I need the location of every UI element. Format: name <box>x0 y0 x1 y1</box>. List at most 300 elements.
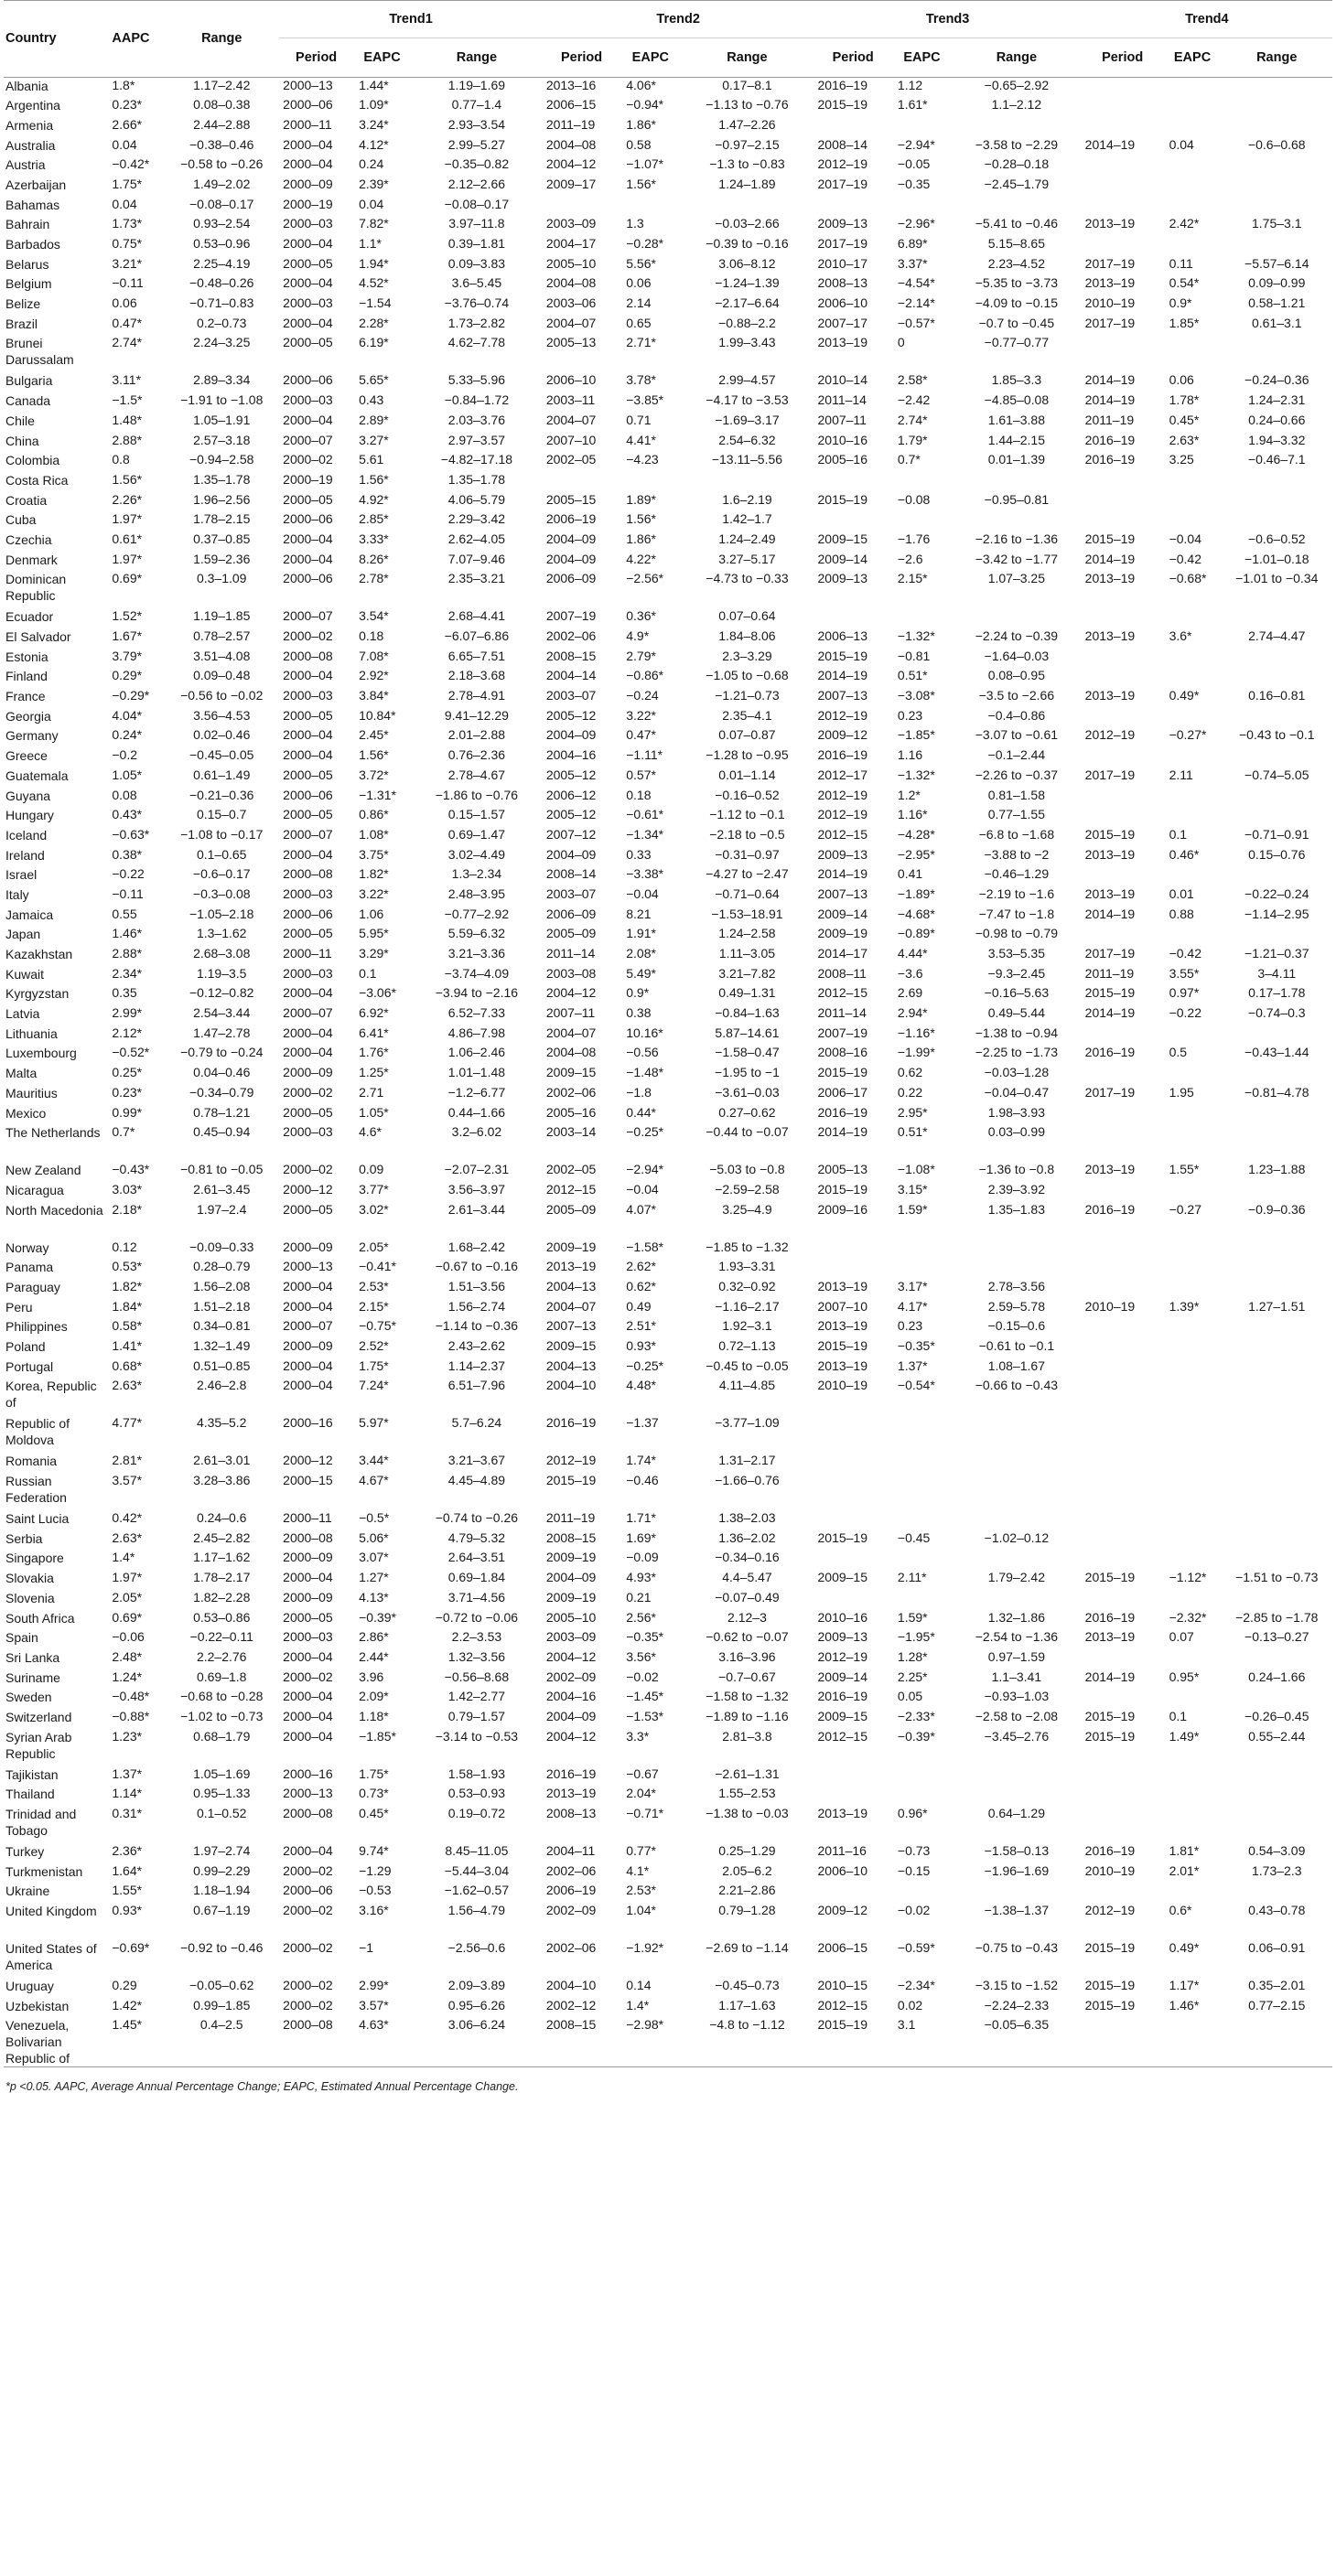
cell-trend3-eapc: 0.23 <box>897 1318 923 1334</box>
table-row <box>4 1649 1332 1669</box>
cell-trend3-period: 2010–19 <box>817 1378 868 1393</box>
header-period: Period <box>1082 38 1164 78</box>
cell-trend2-eapc: −0.09 <box>626 1550 659 1565</box>
cell-country: Mauritius <box>5 1085 58 1100</box>
cell-trend1-eapc: 5.06* <box>359 1530 389 1545</box>
cell-trend4-eapc: 0.1 <box>1169 1708 1188 1723</box>
cell-trend2-period: 2004–08 <box>545 275 597 291</box>
table-row <box>4 1998 1332 2018</box>
cell-trend3-eapc: 1.59* <box>897 1609 928 1625</box>
cell-trend2-range: −5.03 to −0.8 <box>709 1162 785 1177</box>
cell-trend3-period: 2014–19 <box>817 866 868 882</box>
cell-range: 0.78–2.57 <box>193 628 251 643</box>
cell-trend4-period <box>1082 1124 1164 1162</box>
cell-trend4-range: −1.21–0.37 <box>1244 946 1309 961</box>
cell-aapc: 1.45* <box>106 2017 164 2067</box>
cell-trend1-eapc: −3.06* <box>359 985 396 1001</box>
cell-trend3-range <box>952 1510 1082 1530</box>
cell-trend2-eapc: 0.62* <box>626 1278 656 1293</box>
cell-trend1-range: −4.82–17.18 <box>440 452 513 467</box>
cell-trend2-eapc: 4.22* <box>626 551 656 566</box>
cell-trend3-period: 2016–19 <box>817 78 868 92</box>
table-footnote: *p <0.05. AAPC, Average Annual Percentage Change; EAPC, Estimated Annual Percentage Change. <box>5 2080 519 2094</box>
table-row <box>4 827 1332 847</box>
cell-trend3-eapc: −2.94* <box>897 136 935 152</box>
cell-aapc: 0.53* <box>112 1259 143 1274</box>
cell-trend4-range: 0.77–2.15 <box>1248 1997 1306 2012</box>
cell-trend1-range: −1.62–0.57 <box>444 1883 510 1898</box>
cell-trend4-period: 2014–19 <box>1084 392 1136 408</box>
cell-trend3-period: 2015–19 <box>817 97 868 113</box>
cell-trend4-eapc <box>1164 1240 1222 1260</box>
cell-trend4-range <box>1222 78 1333 98</box>
cell-trend4-eapc: 0.01 <box>1169 886 1194 901</box>
cell-trend2-range: 2.54–6.32 <box>718 432 776 447</box>
cell-trend1-eapc: 3.77* <box>359 1181 389 1197</box>
cell-aapc: 2.26* <box>112 491 143 507</box>
cell-trend2-period: 2004–12 <box>545 156 597 172</box>
cell-trend4-range <box>1222 1550 1333 1570</box>
cell-trend3-eapc: 0.51* <box>897 668 928 683</box>
cell-trend4-eapc: −0.04 <box>1169 531 1202 546</box>
cell-trend3-period: 2012–19 <box>817 1648 868 1664</box>
cell-trend1-eapc: 3.07* <box>359 1550 389 1565</box>
cell-trend2-range: −0.62 to −0.07 <box>706 1629 789 1645</box>
cell-trend4-period <box>1082 1510 1164 1530</box>
cell-trend4-period: 2014–19 <box>1084 1669 1136 1684</box>
cell-trend4-range: −0.46–7.1 <box>1247 452 1306 467</box>
cell-trend2-period: 2004–09 <box>545 727 597 743</box>
cell-trend4-eapc: 2.63* <box>1169 432 1200 447</box>
cell-trend3-range: −1.96–1.69 <box>984 1862 1050 1878</box>
cell-trend4-eapc: 3.6* <box>1169 628 1192 643</box>
cell-trend2-period: 2006–12 <box>545 787 597 802</box>
cell-trend1-period: 2000–06 <box>283 906 333 921</box>
table-row <box>4 1570 1332 1590</box>
cell-trend2-range: 0.07–0.87 <box>718 727 776 743</box>
header-eapc: EAPC <box>892 38 952 78</box>
cell-trend4-period: 2013–19 <box>1084 216 1136 231</box>
cell-trend4-eapc <box>1164 1338 1222 1358</box>
table-row <box>4 1025 1332 1046</box>
cell-trend1-eapc: 4.92* <box>359 491 389 507</box>
cell-trend4-eapc <box>1164 117 1222 137</box>
cell-trend3-range: 0.01–1.39 <box>987 452 1046 467</box>
cell-trend2-range: 0.32–0.92 <box>718 1278 776 1293</box>
table-row <box>4 767 1332 788</box>
cell-trend2-range: 2.3–3.29 <box>722 648 772 663</box>
cell-trend1-period: 2000–07 <box>283 1005 333 1021</box>
cell-trend2-range: 3.25–4.9 <box>722 1201 772 1217</box>
cell-trend3-range <box>952 1786 1082 1806</box>
cell-trend1-period: 2000–19 <box>283 471 333 487</box>
cell-trend3-period: 2015–19 <box>817 1530 868 1545</box>
cell-trend2-eapc: −0.94* <box>626 97 664 113</box>
cell-country: Venezuela, Bolivarian Republic of <box>4 2017 106 2067</box>
cell-trend2-period: 2004–11 <box>545 1843 596 1858</box>
cell-range: 1.35–1.78 <box>193 471 251 487</box>
cell-trend1-range: 6.51–7.96 <box>447 1378 506 1393</box>
cell-aapc: 1.48* <box>112 412 143 427</box>
cell-trend2-eapc: 2.56* <box>626 1609 656 1625</box>
cell-trend3-eapc: 1.2* <box>897 787 921 802</box>
cell-trend1-range: 6.65–7.51 <box>447 648 506 663</box>
header-period: Period <box>543 38 620 78</box>
cell-aapc: −0.69* <box>112 1940 150 1956</box>
cell-aapc: 0.7* <box>112 1124 135 1140</box>
cell-aapc: 4.77* <box>112 1415 143 1431</box>
cell-country: Italy <box>5 886 29 902</box>
table-row <box>4 275 1332 295</box>
cell-trend2-eapc: 0.18 <box>626 787 652 802</box>
cell-trend1-range: 1.3–2.34 <box>451 866 502 882</box>
cell-trend2-eapc: 5.56* <box>626 255 656 271</box>
cell-trend4-range: 0.58–1.21 <box>1248 295 1306 311</box>
cell-trend4-eapc <box>1164 1378 1222 1415</box>
cell-trend2-period: 2004–14 <box>545 668 597 683</box>
cell-trend4-eapc: −1.12* <box>1169 1570 1207 1585</box>
cell-trend1-period: 2000–05 <box>283 335 333 350</box>
table-row <box>4 413 1332 433</box>
cell-trend4-eapc <box>1164 1415 1222 1453</box>
cell-trend3-eapc: −0.35* <box>897 1338 935 1353</box>
cell-range: 0.93–2.54 <box>193 216 251 231</box>
cell-range: 0.53–0.96 <box>193 236 251 251</box>
cell-trend2-period <box>543 472 620 492</box>
cell-trend4-range <box>1222 708 1333 728</box>
cell-trend4-eapc: −0.22 <box>1169 1005 1202 1021</box>
cell-range: 1.56–2.08 <box>193 1278 251 1293</box>
cell-trend4-eapc: 0.54* <box>1169 275 1200 291</box>
cell-trend1-period: 2000–11 <box>283 946 332 961</box>
cell-trend3-eapc: −1.16* <box>897 1025 935 1040</box>
cell-trend1-period: 2000–04 <box>283 747 333 763</box>
cell-trend1-eapc: 1.56* <box>359 747 389 763</box>
cell-trend4-range: 0.09–0.99 <box>1248 275 1306 291</box>
cell-trend4-range: −0.71–0.91 <box>1244 826 1309 842</box>
cell-trend4-range: −2.85 to −1.78 <box>1235 1609 1319 1625</box>
cell-trend1-period: 2000–05 <box>283 807 333 822</box>
cell-aapc: 0.06 <box>112 295 137 311</box>
cell-trend3-range: −0.16–5.63 <box>984 985 1050 1001</box>
cell-trend2-period: 2002–06 <box>545 1862 597 1878</box>
table-header <box>4 1 1332 78</box>
cell-trend3-eapc: −0.54* <box>897 1378 935 1393</box>
cell-trend4-range <box>1222 1105 1333 1125</box>
cell-country: Spain <box>5 1630 38 1646</box>
cell-range: 1.78–2.15 <box>193 511 251 527</box>
cell-trend4-range <box>1222 1530 1333 1551</box>
cell-trend4-period: 2015–19 <box>1084 826 1136 842</box>
cell-trend2-period: 2006–09 <box>545 571 597 586</box>
cell-country: Norway <box>5 1240 49 1255</box>
cell-trend2-period: 2003–08 <box>545 965 597 981</box>
cell-trend1-range: 2.61–3.44 <box>447 1201 506 1217</box>
cell-trend1-range: −0.67 to −0.16 <box>435 1259 519 1274</box>
cell-trend2-range: 0.17–8.1 <box>722 78 772 92</box>
cell-trend4-eapc <box>1164 1279 1222 1299</box>
cell-trend2-period: 2013–19 <box>545 1259 597 1274</box>
cell-range: 0.1–0.52 <box>196 1806 247 1820</box>
cell-trend3-eapc: 2.94* <box>897 1005 928 1021</box>
cell-trend3-eapc: −2.42 <box>897 392 931 408</box>
cell-trend4-range <box>1222 649 1333 669</box>
cell-trend2-eapc: 1.86* <box>626 531 656 546</box>
cell-range: −0.79 to −0.24 <box>180 1045 264 1060</box>
cell-aapc: 0.35 <box>112 985 137 1001</box>
cell-aapc: 0.23* <box>112 97 143 113</box>
cell-country: Ukraine <box>5 1884 50 1899</box>
table-row <box>4 552 1332 572</box>
cell-trend4-period: 2015–19 <box>1084 1570 1136 1585</box>
cell-trend4-range: 0.35–2.01 <box>1248 1978 1306 1993</box>
cell-trend2-range: −1.89 to −1.16 <box>706 1708 789 1723</box>
cell-trend4-eapc <box>1164 1786 1222 1806</box>
cell-trend3-period: 2011–16 <box>817 1843 867 1858</box>
cell-trend2-period: 2005–09 <box>545 1201 597 1217</box>
cell-trend2-eapc: 5.49* <box>626 965 656 981</box>
cell-country: Tajikistan <box>5 1766 59 1782</box>
cell-trend4-period <box>1082 236 1164 256</box>
cell-trend4-period: 2013–19 <box>1084 1162 1136 1177</box>
cell-trend1-period: 2000–08 <box>283 1806 333 1820</box>
cell-trend1-eapc: 3.02* <box>359 1201 389 1217</box>
cell-trend4-eapc <box>1164 1806 1222 1843</box>
cell-trend3-period <box>814 511 892 531</box>
cell-trend2-eapc: −3.85* <box>626 392 664 408</box>
cell-trend1-eapc: 8.26* <box>359 551 389 566</box>
cell-trend4-range: −0.24–0.36 <box>1244 372 1309 388</box>
cell-aapc: 2.18* <box>112 1201 143 1217</box>
cell-trend3-range: 0.81–1.58 <box>987 787 1046 802</box>
cell-trend3-range: −0.61 to −0.1 <box>978 1338 1055 1353</box>
cell-trend1-eapc: 1.05* <box>359 1104 389 1120</box>
cell-trend4-eapc <box>1164 1530 1222 1551</box>
cell-country: Malta <box>5 1066 38 1081</box>
cell-aapc: 2.36* <box>112 1843 143 1858</box>
cell-trend3-period <box>814 1883 892 1903</box>
cell-trend1-range: 3.71–4.56 <box>447 1589 506 1605</box>
cell-trend4-eapc: 0.5 <box>1169 1045 1188 1060</box>
header-trend4: Trend4 <box>1082 1 1332 38</box>
cell-aapc: 3.03* <box>112 1181 143 1197</box>
cell-trend2-eapc: 4.41* <box>626 432 656 447</box>
cell-trend2-range: 0.25–1.29 <box>718 1843 776 1858</box>
cell-trend2-range: 2.35–4.1 <box>722 707 772 723</box>
cell-country: Cuba <box>5 512 37 528</box>
cell-range: 1.05–1.69 <box>193 1766 251 1781</box>
cell-trend2-range: 3.06–8.12 <box>718 255 776 271</box>
cell-trend1-range: 1.01–1.48 <box>447 1065 506 1080</box>
cell-trend3-period: 2007–17 <box>817 315 868 330</box>
cell-trend3-range <box>952 117 1082 137</box>
cell-trend1-period: 2000–09 <box>283 1338 333 1353</box>
cell-trend3-range: 2.59–5.78 <box>987 1298 1046 1314</box>
cell-trend3-period: 2009–14 <box>817 906 868 921</box>
cell-trend1-range: 3.06–6.24 <box>411 2017 543 2067</box>
cell-trend1-eapc: 1.09* <box>359 97 389 113</box>
cell-trend4-period: 2014–19 <box>1084 136 1136 152</box>
cell-country: Belize <box>5 296 41 312</box>
cell-trend4-period <box>1082 1649 1164 1669</box>
cell-trend2-eapc: 0.06 <box>626 275 652 291</box>
cell-trend3-range: −1.58–0.13 <box>984 1843 1050 1858</box>
cell-trend3-range: −4.09 to −0.15 <box>975 295 1059 311</box>
cell-trend3-period <box>814 1453 892 1473</box>
trend-table <box>4 0 1332 2067</box>
cell-trend1-range: −0.84–1.72 <box>444 392 510 408</box>
cell-trend2-range: −2.17–6.64 <box>715 295 780 311</box>
cell-trend2-range: 3.27–5.17 <box>718 551 776 566</box>
cell-trend4-range <box>1222 1065 1333 1085</box>
cell-trend3-eapc: 6.89* <box>897 236 928 251</box>
cell-trend2-eapc: 2.51* <box>626 1318 656 1334</box>
cell-country: Portugal <box>5 1358 54 1374</box>
cell-trend1-range: 9.41–12.29 <box>444 707 509 723</box>
cell-country: Hungary <box>5 808 54 823</box>
cell-country: North Macedonia <box>5 1202 103 1218</box>
cell-aapc: 1.55* <box>112 1883 143 1898</box>
table-row <box>4 1709 1332 1729</box>
cell-country: Czechia <box>5 531 52 547</box>
cell-trend1-eapc: 1.94* <box>359 255 389 271</box>
cell-aapc: 2.12* <box>112 1025 143 1040</box>
cell-country: Kyrgyzstan <box>5 986 70 1002</box>
cell-trend3-period: 2013–19 <box>817 335 868 350</box>
cell-trend3-period: 2014–17 <box>817 946 868 961</box>
cell-trend3-range: −0.95–0.81 <box>984 491 1050 507</box>
cell-country: Guyana <box>5 788 51 803</box>
cell-aapc: 0.61* <box>112 531 143 546</box>
cell-trend3-period: 2010–15 <box>817 1978 868 1993</box>
cell-trend3-range: 1.1–2.12 <box>991 97 1042 113</box>
cell-country: Austria <box>5 157 46 173</box>
cell-trend2-period: 2004–12 <box>545 985 597 1001</box>
cell-trend1-period: 2000–02 <box>283 1997 333 2012</box>
cell-country: Turkmenistan <box>5 1863 83 1879</box>
cell-trend3-period: 2006–10 <box>817 295 868 311</box>
cell-trend1-eapc: 6.19* <box>359 335 389 350</box>
cell-trend1-eapc: 3.24* <box>359 116 389 132</box>
cell-range: −0.3–0.08 <box>192 886 251 901</box>
cell-trend4-range: 0.55–2.44 <box>1248 1728 1306 1744</box>
cell-trend2-range: 1.92–3.1 <box>722 1318 772 1334</box>
cell-aapc: 3.21* <box>112 255 143 271</box>
cell-range: 2.25–4.19 <box>193 255 251 271</box>
cell-trend4-period <box>1082 1318 1164 1338</box>
cell-trend2-range: −1.69–3.17 <box>715 412 780 427</box>
cell-trend4-range <box>1222 788 1333 808</box>
cell-trend2-eapc: 1.56* <box>626 511 656 527</box>
cell-trend3-eapc: −2.95* <box>897 846 935 862</box>
cell-trend3-eapc: 3.37* <box>897 255 928 271</box>
cell-trend3-range: −6.8 to −1.68 <box>978 826 1055 842</box>
cell-aapc: −0.11 <box>112 275 144 291</box>
cell-trend2-range: −0.88–2.2 <box>718 315 776 330</box>
cell-trend2-period: 2009–17 <box>545 176 597 191</box>
cell-trend3-eapc: 2.95* <box>897 1104 928 1120</box>
cell-trend2-period: 2004–10 <box>545 1978 597 1993</box>
cell-trend3-range: −2.16 to −1.36 <box>975 531 1059 546</box>
cell-trend1-eapc: 3.54* <box>359 608 389 624</box>
cell-trend4-eapc: 1.85* <box>1169 315 1200 330</box>
cell-trend2-period: 2005–10 <box>545 1609 597 1625</box>
cell-trend1-eapc: 2.39* <box>359 176 389 191</box>
cell-country: Saint Lucia <box>5 1511 70 1527</box>
cell-trend4-period: 2016–19 <box>1084 1609 1136 1625</box>
cell-trend4-range: 0.17–1.78 <box>1248 985 1306 1001</box>
cell-trend4-range: 0.54–3.09 <box>1248 1843 1306 1858</box>
cell-trend1-period: 2000–03 <box>283 216 333 231</box>
cell-range: 0.09–0.48 <box>193 668 251 683</box>
cell-trend2-eapc: −1.48* <box>626 1065 664 1080</box>
cell-trend1-range: 3.6–5.45 <box>451 275 502 291</box>
cell-trend4-range: 1.94–3.32 <box>1248 432 1306 447</box>
cell-country: China <box>5 433 39 448</box>
cell-trend2-eapc: 2.71* <box>626 335 656 350</box>
cell-trend3-period: 2006–15 <box>817 1940 868 1956</box>
cell-trend4-eapc <box>1164 1883 1222 1903</box>
cell-trend4-period <box>1082 511 1164 531</box>
cell-trend4-range <box>1222 1182 1333 1202</box>
cell-trend2-period: 2003–09 <box>545 1629 597 1645</box>
cell-trend2-eapc <box>620 472 680 492</box>
cell-trend1-eapc: 2.44* <box>359 1648 389 1664</box>
cell-trend3-period: 2017–19 <box>817 176 868 191</box>
cell-trend4-eapc <box>1164 747 1222 767</box>
cell-trend1-range: 3.21–3.36 <box>447 946 506 961</box>
cell-trend4-period <box>1082 2017 1164 2067</box>
cell-range: 0.51–0.85 <box>193 1358 251 1373</box>
cell-trend1-eapc: 5.65* <box>359 372 389 388</box>
cell-trend3-eapc: −0.05 <box>897 156 931 172</box>
cell-trend2-eapc: 0.44* <box>626 1104 656 1120</box>
cell-trend2-period: 2004–13 <box>545 1358 597 1373</box>
table-row <box>4 628 1332 649</box>
cell-trend1-range: 4.45–4.89 <box>447 1473 506 1488</box>
cell-aapc: 0.43* <box>112 807 143 822</box>
cell-trend2-period: 2004–17 <box>545 236 597 251</box>
cell-trend1-eapc: −0.53 <box>359 1883 392 1898</box>
cell-trend1-eapc: 1.82* <box>359 866 389 882</box>
cell-trend4-range: 0.06–0.91 <box>1248 1940 1306 1956</box>
cell-country: Slovenia <box>5 1590 55 1605</box>
table-row <box>4 1883 1332 1903</box>
cell-trend1-period: 2000–05 <box>283 491 333 507</box>
cell-range: 2.89–3.34 <box>193 372 251 388</box>
cell-trend2-eapc: 0.9* <box>626 985 650 1001</box>
cell-trend3-eapc <box>892 1766 952 1787</box>
cell-trend3-eapc <box>892 1550 952 1570</box>
cell-trend1-range: 1.42–2.77 <box>447 1689 506 1704</box>
cell-aapc: 0.31* <box>112 1806 143 1820</box>
cell-range: −1.08 to −0.17 <box>180 826 264 842</box>
cell-trend2-period: 2011–19 <box>545 1510 596 1526</box>
cell-trend3-eapc: −2.14* <box>897 295 935 311</box>
cell-trend1-eapc: 1.1* <box>359 236 382 251</box>
cell-trend2-eapc: 1.71* <box>626 1510 656 1526</box>
table-row <box>4 392 1332 413</box>
cell-trend1-eapc: −1.29 <box>359 1862 392 1878</box>
cell-trend2-range: 1.42–1.7 <box>722 511 772 527</box>
cell-trend4-eapc: 1.49* <box>1169 1728 1200 1744</box>
cell-country: Uzbekistan <box>5 1998 70 2013</box>
cell-range: −0.58 to −0.26 <box>180 156 264 172</box>
cell-trend4-eapc <box>1164 788 1222 808</box>
cell-trend2-range: −3.61–0.03 <box>715 1084 780 1100</box>
cell-trend3-range: 0.97–1.59 <box>987 1648 1046 1664</box>
cell-trend1-range: −1.2–6.77 <box>447 1084 506 1100</box>
